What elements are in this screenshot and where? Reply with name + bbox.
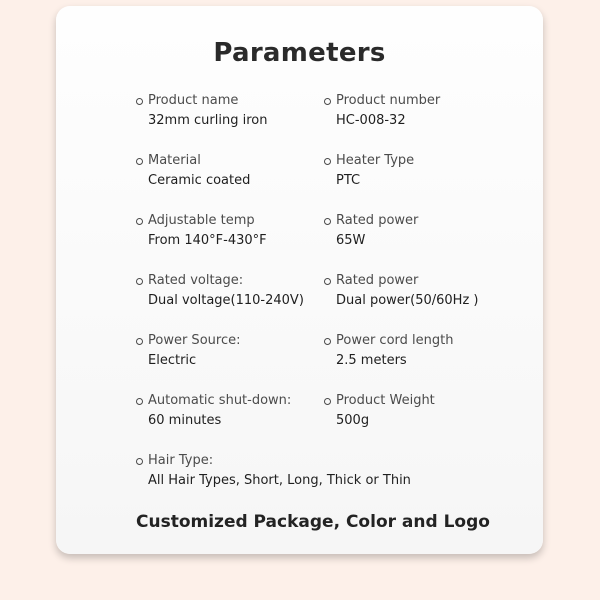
param-power-source [136, 332, 316, 370]
circle-bullet-icon [136, 398, 143, 405]
param-value: Dual power(50/60Hz ) [336, 293, 479, 308]
param-label: Rated voltage: [148, 273, 244, 288]
param-value: Ceramic coated [148, 173, 251, 188]
param-product-number [324, 92, 504, 130]
param-value: 500g [336, 413, 370, 428]
param-product-weight [324, 392, 504, 430]
param-label: Product name [148, 93, 239, 108]
param-label: Hair Type: [148, 453, 214, 468]
param-product-name [136, 92, 316, 130]
circle-bullet-icon [324, 398, 331, 405]
param-rated-power [324, 212, 504, 250]
param-value: 32mm curling iron [148, 113, 268, 128]
param-automatic-shutdown [136, 392, 316, 430]
circle-bullet-icon [324, 338, 331, 345]
param-label: Rated power [336, 273, 419, 288]
param-power-cord-length [324, 332, 504, 370]
circle-bullet-icon [324, 278, 331, 285]
param-label: Heater Type [336, 153, 415, 168]
param-value: 60 minutes [148, 413, 222, 428]
param-value: From 140°F-430°F [148, 233, 267, 248]
param-label: Automatic shut-down: [148, 393, 292, 408]
circle-bullet-icon [324, 218, 331, 225]
param-rated-power-dual [324, 272, 504, 310]
param-material [136, 152, 316, 190]
param-label: Power cord length [336, 333, 454, 348]
param-adjustable-temp [136, 212, 316, 250]
circle-bullet-icon [136, 338, 143, 345]
circle-bullet-icon [136, 458, 143, 465]
param-label: Adjustable temp [148, 213, 255, 228]
customization-note: Customized Package, Color and Logo [136, 512, 490, 532]
param-label: Rated power [336, 213, 419, 228]
param-label: Product Weight [336, 393, 435, 408]
param-value: All Hair Types, Short, Long, Thick or Thin [148, 473, 411, 488]
param-value: 2.5 meters [336, 353, 407, 368]
param-value: Dual voltage(110-240V) [148, 293, 304, 308]
param-value: Electric [148, 353, 197, 368]
circle-bullet-icon [136, 158, 143, 165]
parameters-card [56, 6, 543, 554]
param-heater-type [324, 152, 504, 190]
param-rated-voltage [136, 272, 316, 310]
circle-bullet-icon [324, 158, 331, 165]
param-value: PTC [336, 173, 361, 188]
page-title: Parameters [213, 38, 386, 68]
param-value: 65W [336, 233, 366, 248]
circle-bullet-icon [136, 98, 143, 105]
circle-bullet-icon [324, 98, 331, 105]
param-label: Product number [336, 93, 441, 108]
circle-bullet-icon [136, 218, 143, 225]
circle-bullet-icon [136, 278, 143, 285]
param-hair-type [136, 452, 476, 490]
param-label: Power Source: [148, 333, 241, 348]
param-value: HC-008-32 [336, 113, 406, 128]
param-label: Material [148, 153, 201, 168]
